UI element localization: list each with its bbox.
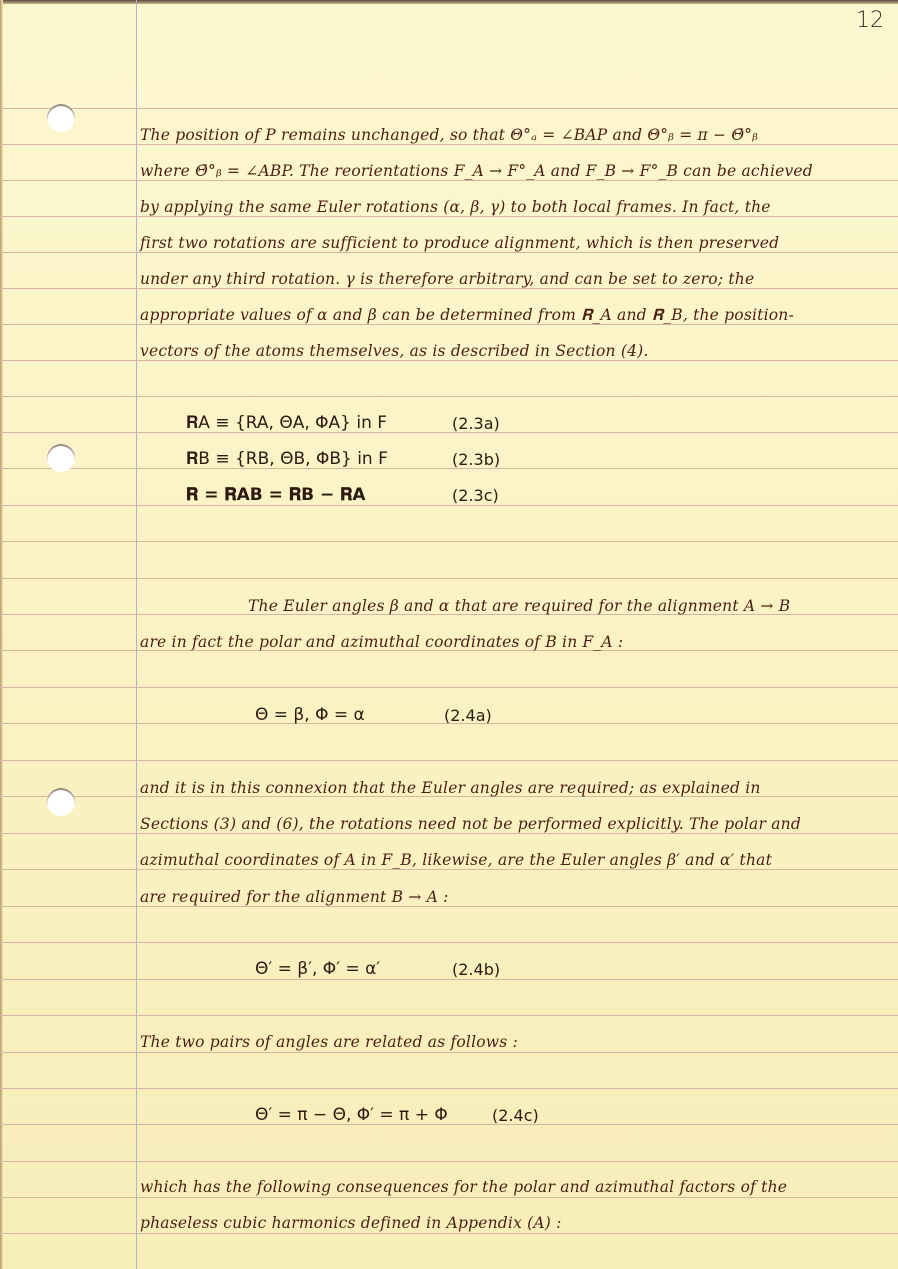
ruled-line xyxy=(0,979,898,980)
equation-2-3b: 𝐑B ≡ {RB, ΘB, ΦB} in F xyxy=(186,449,388,469)
equation-2-4b: Θ′ = β′, Φ′ = α′ xyxy=(255,959,381,979)
ruled-line xyxy=(0,1088,898,1089)
punch-hole xyxy=(47,788,75,816)
text-line: are required for the alignment B → A : xyxy=(140,888,449,906)
text-line: under any third rotation. γ is therefore arbitrary, and can be set to zero; the xyxy=(140,270,755,288)
ruled-line xyxy=(0,216,898,217)
equation-label-2-3c: (2.3c) xyxy=(452,486,499,505)
ruled-line xyxy=(0,541,898,542)
margin-line xyxy=(136,0,137,1269)
equation-2-3a: 𝐑A ≡ {RA, ΘA, ΦA} in F xyxy=(186,413,388,433)
text-line: appropriate values of α and β can be determined from 𝐑_A and 𝐑_B, the position- xyxy=(140,306,794,324)
ruled-line xyxy=(0,906,898,907)
ruled-line xyxy=(0,1161,898,1162)
punch-hole xyxy=(47,444,75,472)
ruled-line xyxy=(0,760,898,761)
ruled-line xyxy=(0,1015,898,1016)
ruled-line xyxy=(0,1124,898,1125)
equation-label-2-3a: (2.3a) xyxy=(452,414,500,433)
text-line: The two pairs of angles are related as follows : xyxy=(140,1033,518,1051)
ruled-line xyxy=(0,687,898,688)
ruled-line xyxy=(0,1052,898,1053)
ruled-line xyxy=(0,396,898,397)
text-line: which has the following consequences for the polar and azimuthal factors of the xyxy=(140,1178,788,1196)
ruled-line xyxy=(0,252,898,253)
equation-2-4a: Θ = β, Φ = α xyxy=(255,705,365,725)
page-top-edge xyxy=(0,0,898,4)
ruled-line xyxy=(0,942,898,943)
text-line: The Euler angles β and α that are required for the alignment A → B xyxy=(248,597,791,615)
ruled-line xyxy=(0,578,898,579)
equation-label-2-4c: (2.4c) xyxy=(492,1106,539,1125)
ruled-line xyxy=(0,108,898,109)
equation-2-3c: 𝐑 = 𝐑AB = 𝐑B − 𝐑A xyxy=(186,485,366,505)
text-line: Sections (3) and (6), the rotations need not be performed explicitly. The polar and xyxy=(140,815,801,833)
text-line: where Θ̄°ᵦ = ∠ABP. The reorientations F_A → F°_A and F_B → F°_B can be achieved xyxy=(140,162,813,180)
text-line: vectors of the atoms themselves, as is described in Section (4). xyxy=(140,342,649,360)
ruled-line xyxy=(0,432,898,433)
text-line: The position of P remains unchanged, so that Θ°ₐ = ∠BAP and Θ°ᵦ = π − Θ̄°ᵦ xyxy=(140,126,759,144)
equation-label-2-4a: (2.4a) xyxy=(444,706,492,725)
ruled-line xyxy=(0,869,898,870)
ruled-line xyxy=(0,833,898,834)
ruled-line xyxy=(0,360,898,361)
punch-hole xyxy=(47,104,75,132)
ruled-line xyxy=(0,505,898,506)
text-line: and it is in this connexion that the Euler angles are required; as explained in xyxy=(140,779,761,797)
ruled-line xyxy=(0,144,898,145)
text-line: by applying the same Euler rotations (α, β, γ) to both local frames. In fact, the xyxy=(140,198,771,216)
text-line: phaseless cubic harmonics defined in Appendix (A) : xyxy=(140,1214,562,1232)
page-left-edge xyxy=(0,0,3,1269)
ruled-line xyxy=(0,468,898,469)
equation-2-4c: Θ′ = π − Θ, Φ′ = π + Φ xyxy=(255,1105,448,1125)
text-line: azimuthal coordinates of A in F_B, likewise, are the Euler angles β′ and α′ that xyxy=(140,851,772,869)
ruled-line xyxy=(0,288,898,289)
equation-label-2-4b: (2.4b) xyxy=(452,960,501,979)
ruled-line xyxy=(0,180,898,181)
page-number: 12 xyxy=(856,8,884,33)
text-line: first two rotations are sufficient to produce alignment, which is then preserved xyxy=(140,234,780,252)
ruled-line xyxy=(0,1197,898,1198)
text-line: are in fact the polar and azimuthal coordinates of B in F_A : xyxy=(140,633,624,651)
ruled-line xyxy=(0,1233,898,1234)
equation-label-2-3b: (2.3b) xyxy=(452,450,501,469)
